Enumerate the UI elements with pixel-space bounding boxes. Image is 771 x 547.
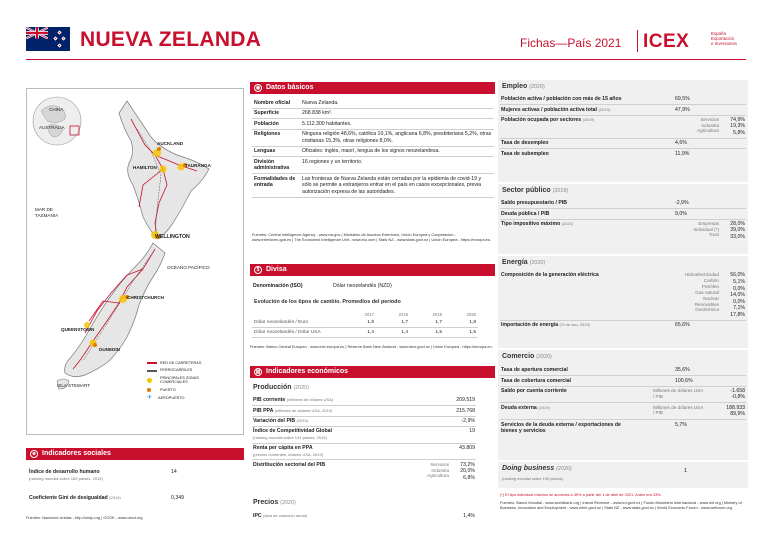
map-label-dunedin: DUNEDIN bbox=[99, 347, 120, 352]
precios-list bbox=[252, 512, 476, 521]
legend-item: ✈ AEROPUERTO bbox=[147, 395, 185, 402]
icex-logo: ICEX bbox=[643, 31, 690, 52]
empleo-list bbox=[500, 95, 746, 158]
table-row: Formalidades de entrada Las fronteras de Nueva Zelanda están cerradas por la epidemia de covid-19 y sólo se permite a extranjeros entrar en el país en casos excepcionales, previa autorización expresa de las autoridades. bbox=[252, 174, 494, 198]
legend-item: RED DE CARRETERAS bbox=[147, 361, 201, 366]
airplane-icon: ✈ bbox=[147, 395, 153, 402]
list-item: Saldo por cuenta corriente Millones de dólares USA / PIB -1.658 -0,8% bbox=[500, 387, 746, 404]
comercio-list bbox=[500, 366, 746, 436]
list-item: Índice de Competitividad Global (ranking mundial sobre 141 países, 2019) 19 bbox=[252, 427, 476, 444]
comercio-heading: Comercio (2020) bbox=[502, 353, 552, 360]
section-bar-datos-basicos: ◉ Datos básicos bbox=[250, 82, 495, 94]
map-label-australia: AUSTRALIA bbox=[39, 125, 65, 130]
header-rule bbox=[26, 59, 746, 60]
legend-item: PUERTO bbox=[147, 388, 201, 393]
list-item: Importación de energía (% de uso, 2019) 65,6% bbox=[501, 322, 690, 329]
sector-publico-heading: Sector público (2019) bbox=[502, 187, 569, 194]
list-item: Variación del PIB (2019) -2,9% bbox=[252, 417, 476, 427]
empleo-heading: Empleo (2020) bbox=[502, 83, 545, 90]
table-row: Dólar neozelandés / Euro 1,6 1,7 1,7 1,8 bbox=[252, 318, 478, 327]
table-row: Dólar neozelandés / Dólar USA 1,4 1,4 1,5 1,5 bbox=[252, 328, 478, 338]
chart-icon: ▥ bbox=[255, 369, 261, 375]
indicadores-sociales-list bbox=[28, 468, 242, 503]
list-item: Tasa de cobertura comercial 100,6% bbox=[500, 376, 746, 386]
table-row: Población 5.112.300 habitantes. bbox=[252, 119, 494, 130]
source-note-datos-basicos: Fuentes: Central Intelligence Agency - www.cia.gov | Ministerio de Asuntos Exteriores, Unión Europea y Cooperación - www.exteriores.gob.es | The Economist Intelligence Unit - www.eiu.com | Stats NZ - www.stats.govt.nz | Unión Europea - https://europa.eu. bbox=[252, 232, 492, 243]
map-label-oceano-pacifico: OCÉANO PACÍFICO bbox=[167, 265, 210, 270]
map-label-china: CHINA bbox=[49, 107, 64, 112]
table-row: División administrativa 16 regiones y un territorio. bbox=[252, 157, 494, 174]
list-item: Mujeres activas / población activa total (2019) 47,9% bbox=[500, 105, 746, 115]
list-item: Renta per cápita en PPA (precios corrientes, dólares USA, 2019) 43.809 bbox=[252, 444, 476, 461]
list-item: Saldo presupuestario / PIB -2,9% bbox=[500, 199, 746, 209]
map-label-auckland: AUCKLAND bbox=[157, 141, 184, 146]
list-item: Tipo impositivo máximo (2021) Empresas Individual (*) Trust 28,0% 39,0% 33,0% bbox=[501, 220, 745, 240]
new-zealand-flag bbox=[26, 27, 70, 51]
list-item: Índice de desarrollo humano (ranking mundial sobre 189 países, 2019) 14 bbox=[29, 469, 177, 481]
person-icon: ☻ bbox=[31, 451, 37, 457]
list-item: Población activa / población con más de 15 años 69,5% bbox=[500, 95, 746, 105]
produccion-heading: Producción (2020) bbox=[253, 384, 310, 391]
legend-item: PRINCIPALES ZONAS COMERCIALES bbox=[147, 376, 201, 385]
star-icon bbox=[53, 36, 57, 40]
union-jack-icon bbox=[26, 27, 48, 39]
currency-icon: $ bbox=[254, 266, 262, 274]
list-item: PIB PPA (millones de dólares USA, 2019) 215.768 bbox=[252, 406, 476, 416]
table-row: Religiones Ninguna religión 48,6%, católica 10,1%, anglicana 6,8%, presbiteriana 5,2%, otras cristianas 15,3%, otras religiones 8,0%. bbox=[252, 129, 494, 146]
section-bar-indicadores-sociales: ☻ Indicadores sociales bbox=[26, 448, 244, 460]
distribucion-values: Servicios Industria Agricultura 73,2% 20,0% 6,8% bbox=[427, 461, 475, 481]
list-item: Tasa de desempleo 4,6% bbox=[500, 139, 746, 149]
zone-swatch bbox=[147, 378, 152, 383]
doing-business-heading: Doing business (2020) bbox=[502, 465, 572, 472]
star-icon bbox=[57, 43, 61, 47]
star-icon bbox=[57, 30, 61, 34]
produccion-list bbox=[252, 396, 476, 483]
country-map bbox=[26, 88, 244, 435]
map-label-christchurch: CHRISTCHURCH bbox=[127, 295, 165, 300]
divisa-denominacion bbox=[252, 282, 494, 291]
list-item: Tasa de apertura comercial 35,6% bbox=[500, 366, 746, 376]
list-item: Deuda pública / PIB 9,0% bbox=[500, 209, 746, 219]
star-icon bbox=[61, 36, 65, 40]
road-swatch bbox=[147, 362, 157, 364]
table-header-row: 2017 2018 2019 2020 bbox=[364, 311, 476, 317]
table-row: Lenguas Oficiales: inglés, maorí, lengua de los signos neozelandesa. bbox=[252, 146, 494, 157]
doing-business-value: 1 bbox=[684, 468, 687, 474]
port-icon bbox=[147, 388, 151, 392]
list-item: Distribución sectorial del PIB Servicios Industria Agricultura 73,2% 20,0% 6,8% bbox=[253, 461, 475, 481]
map-label-hamilton: HAMILTON bbox=[133, 165, 157, 170]
table-row: Superficie 268.838 km². bbox=[252, 108, 494, 119]
country-title: NUEVA ZELANDA bbox=[80, 28, 262, 51]
footnote: (*) El tipo individual máximo se aumenta a 39% a partir del 1 de abril de 2021. Antes era 33%. bbox=[500, 492, 662, 497]
source-note-divisa: Fuentes: Banco Central Europeo - www.ecb.europa.eu | Reserve Bank New Zealand - www.rbnz.govt.nz | Unión Europea - https://europa.eu. bbox=[250, 344, 493, 349]
map-label-mar-tasmania: MAR DE TASMANIA bbox=[35, 207, 59, 218]
energia-heading: Energía (2020) bbox=[502, 259, 546, 266]
list-item: PIB corriente (millones de dólares USA) 209.519 bbox=[252, 396, 476, 406]
source-note-sociales: Fuentes: Naciones Unidas - http://undp.org | OCDE - www.oecd.org bbox=[26, 515, 143, 520]
list-item: Tasa de subempleo 11,9% bbox=[501, 150, 690, 157]
icex-logo-subtitle: España Exportación e Inversiones bbox=[711, 31, 738, 47]
precios-heading: Precios (2020) bbox=[253, 499, 296, 506]
table-row: Nombre oficial Nueva Zelanda. bbox=[252, 98, 494, 108]
map-label-tauranga: TAURANGA bbox=[185, 163, 211, 168]
header-divider bbox=[637, 30, 638, 52]
list-item: Coeficiente Gini de desigualdad (2014) 0,349 bbox=[29, 495, 184, 502]
datos-basicos-table bbox=[252, 98, 494, 198]
target-icon: ◉ bbox=[255, 85, 261, 91]
section-bar-indicadores-economicos: ▥ Indicadores económicos bbox=[250, 366, 495, 378]
list-item: IPC (tasa de variación anual) 1,4% bbox=[253, 513, 475, 520]
list-item: Denominación (ISO) Dólar neozelandés (NZD) bbox=[253, 283, 392, 290]
list-item: Población ocupada por sectores (2019) Servicios Industria Agricultura 74,9% 19,3% 5,8% bbox=[500, 116, 746, 139]
map-legend bbox=[147, 361, 201, 405]
rail-swatch bbox=[147, 370, 157, 372]
legend-item: FERROCARRILES bbox=[147, 368, 201, 373]
source-note-right: Fuentes: Banco Mundial - www.worldbank.org | Inland Revenue - www.ird.govt.nz | Fondo Monetario Internacional - www.imf.org | Ministry of Business, Innovation and Employment - www.mbie.govt.nz | Stats NZ - www.stats.govt.nz | World Economic Forum - www.weforum.org bbox=[500, 500, 742, 511]
list-item: Servicios de la deuda externa / exportaciones de bienes y servicios 5,7% bbox=[501, 421, 687, 435]
section-bar-divisa: $ Divisa bbox=[250, 264, 495, 276]
series-title: Fichas—País 2021 bbox=[520, 36, 622, 50]
divisa-evolucion-title: Evolución de los tipos de cambio. Promedios del período bbox=[254, 299, 401, 305]
energia-list bbox=[500, 271, 746, 330]
list-item: Deuda externa (2019) Millones de dólares USA / PIB 188.933 89,9% bbox=[500, 403, 746, 420]
map-label-queenstown: QUEENSTOWN bbox=[61, 327, 95, 332]
map-label-wellington: WELLINGTON bbox=[155, 234, 190, 240]
divisa-table bbox=[252, 310, 478, 338]
doing-business-sub: (ranking mundial sobre 190 países) bbox=[502, 476, 563, 481]
sector-publico-list bbox=[500, 199, 746, 242]
map-label-isla-stewart: ISLA STEWART bbox=[57, 383, 91, 388]
list-item: Composición de la generación eléctrica Hidroelectricidad Carbón Petróleo Gas natural Nuclear Renovables Geotérmica 56,0% 5,1% 0,0% 14,0% 0,0% 7,1% 17,8% bbox=[500, 271, 746, 321]
